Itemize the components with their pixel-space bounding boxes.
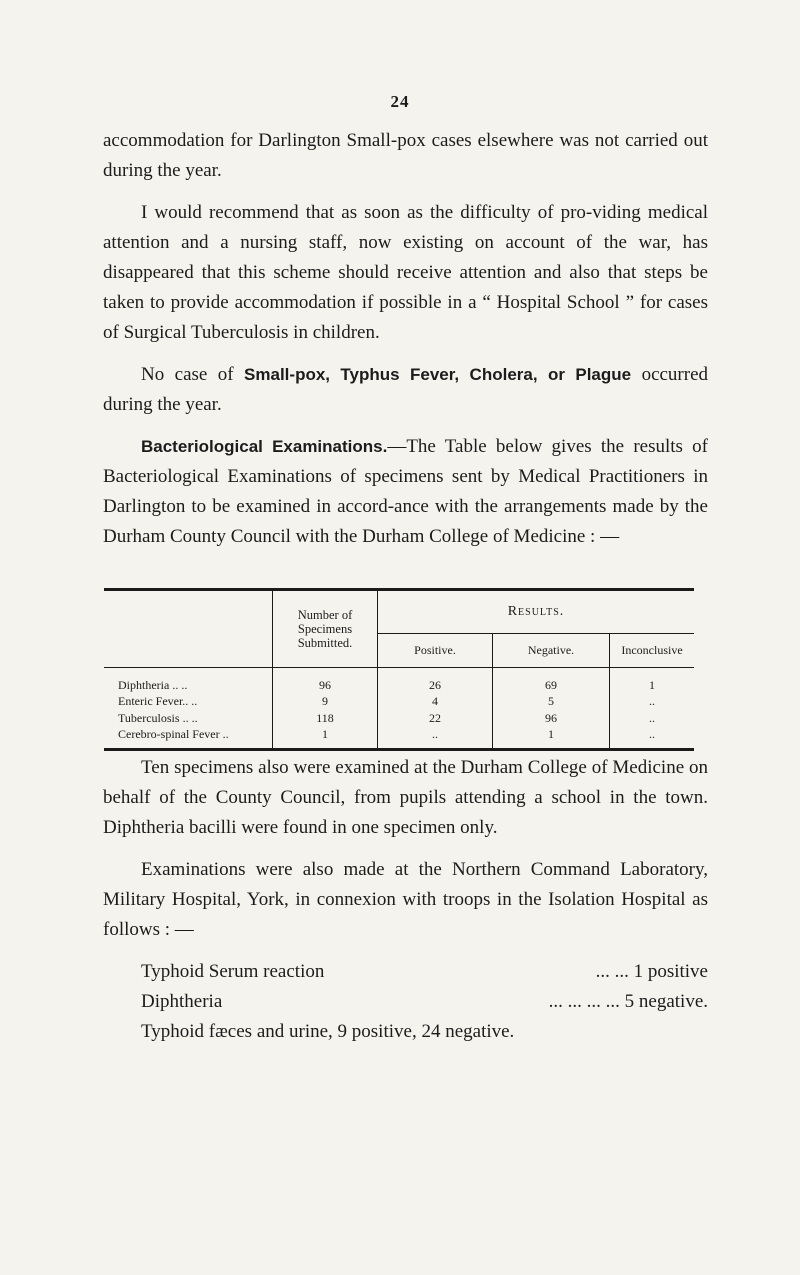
bacteriological-heading: Bacteriological Examinations. <box>141 437 388 456</box>
header-positive: Positive. <box>378 634 493 668</box>
table-cell-submitted: 96 <box>273 668 378 694</box>
york-results-list <box>103 957 708 1047</box>
paragraph-2: I would recommend that as soon as the difficulty of pro-viding medical attention and a nursing staff, now existing on account of the war, has disappeared that this scheme should receive attention and also that steps be taken to provide accommodation if possible in a “ Hospital School ” for cases of Surgical Tuberculosis in children. <box>103 202 708 343</box>
header-inconclusive: Inconclusive <box>610 634 695 668</box>
paragraph-3 <box>103 360 708 420</box>
results-table <box>104 588 694 751</box>
table-cell-inconclusive: .. <box>610 727 695 750</box>
paragraph-4 <box>103 432 708 552</box>
list-item <box>103 957 708 987</box>
list-item-test: Typhoid Serum reaction <box>141 961 325 982</box>
table-cell-inconclusive: .. <box>610 693 695 710</box>
table-cell-negative: 1 <box>493 727 610 750</box>
table-cell-positive: 22 <box>378 710 493 727</box>
list-item-result: ... ... 1 positive <box>595 961 708 982</box>
list-item <box>103 1017 708 1047</box>
intro-text <box>103 126 708 564</box>
paragraph-1: accommodation for Darlington Small-pox cases elsewhere was not carried out during the year. <box>103 130 708 181</box>
table-cell-positive: 4 <box>378 693 493 710</box>
table-row-disease: Diphtheria .. .. <box>118 678 188 692</box>
table-row-disease: Tuberculosis .. .. <box>118 711 198 725</box>
table-cell-submitted: 9 <box>273 693 378 710</box>
table-row-disease: Enteric Fever.. .. <box>118 694 198 708</box>
list-item-test: Diphtheria <box>141 991 223 1012</box>
p3-prefix: No case of <box>141 364 234 385</box>
header-results: Results. <box>378 590 695 634</box>
table-cell-inconclusive: .. <box>610 710 695 727</box>
paragraph-5: Ten specimens also were examined at the Durham College of Medicine on behalf of the County Council, from pupils attending a school in the town. Diphtheria bacilli were found in one specimen only. <box>103 757 708 838</box>
table-cell-negative: 96 <box>493 710 610 727</box>
table-cell-positive: 26 <box>378 668 493 694</box>
p3-suffix: occurred during the year. <box>103 364 709 415</box>
list-item-result: ... ... ... ... 5 negative. <box>548 991 708 1012</box>
table-cell-negative: 69 <box>493 668 610 694</box>
outro-text <box>103 753 708 1047</box>
table-cell-submitted: 118 <box>273 710 378 727</box>
header-negative: Negative. <box>493 634 610 668</box>
table-cell-negative: 5 <box>493 693 610 710</box>
table-cell-positive: .. <box>378 727 493 750</box>
table-cell-inconclusive: 1 <box>610 668 695 694</box>
p3-diseases: Small-pox, Typhus Fever, Cholera, or Plague <box>244 365 632 384</box>
table-cell-submitted: 1 <box>273 727 378 750</box>
paragraph-6: Examinations were also made at the Northern Command Laboratory, Military Hospital, York, in connexion with troops in the Isolation Hospital as follows : — <box>103 859 708 940</box>
header-specimens: Number of Specimens Submitted. <box>273 590 378 668</box>
page-number: 24 <box>390 92 410 111</box>
p4-text: —The Table below gives the results of Bacteriological Examinations of specimens sent by Medical Practitioners in Darlington to be examined in accord-ance with the arrangements made by the Durham County Council with the Durham College of Medicine : — <box>103 436 708 547</box>
list-item <box>103 987 708 1017</box>
table-row-disease: Cerebro-spinal Fever .. <box>118 727 229 741</box>
list-item-test: Typhoid fæces and urine, 9 positive, 24 negative. <box>141 1021 515 1042</box>
